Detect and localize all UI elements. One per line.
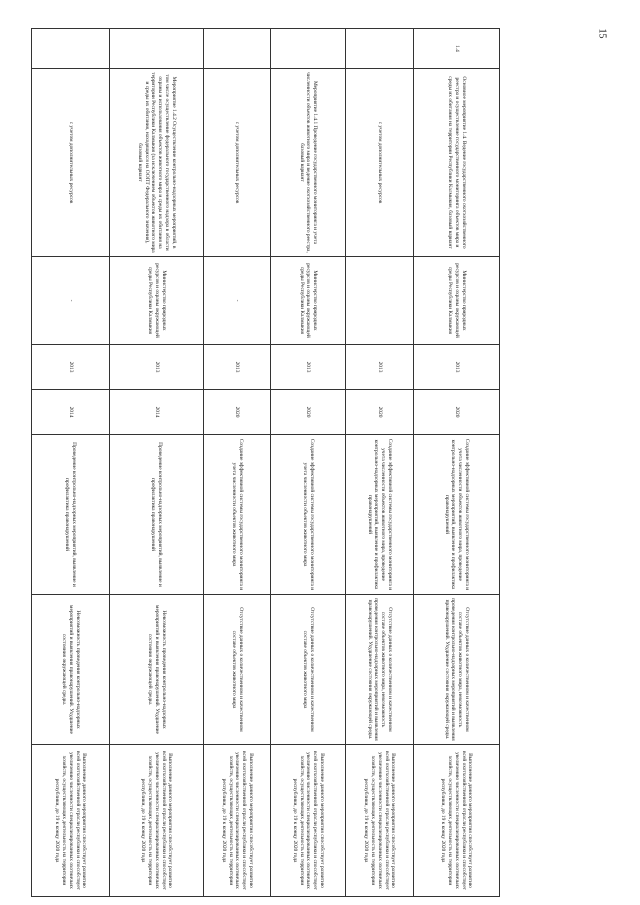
cell-measure-name: Основное мероприятие 1.4. Ведение государственного охотхозяйственного реестра и осуществление государственного мониторинга объектов мира и среды их обитания на территории Республики Калмыкия, базовый вариант <box>414 69 500 257</box>
cell-end-year: 2014 <box>32 390 110 435</box>
table-row <box>32 29 110 897</box>
table-row <box>271 29 346 897</box>
cell-executor: Министерство природных ресурсов и охраны окружающей среды Республики Калмыкия <box>414 257 500 345</box>
cell-consequences: Невозможность проведения контрольно-надзорных мероприятий и выявления правонарушений. Ухудшение состояния окружающей среды. <box>110 595 204 745</box>
cell-start-year: 2013 <box>271 345 346 390</box>
cell-number <box>110 29 204 69</box>
cell-consequences: Отсутствие данных о количественном и качественном составе объектов животного мира <box>271 595 346 745</box>
cell-start-year: 2013 <box>110 345 204 390</box>
page-number: 15 <box>596 28 608 39</box>
cell-indicator-link: Выполнение данного мероприятия способствует развитию всей охотхозяйственной отрасли республики и способствует увеличению численности специализированных охотничьих хозяйств, осуществляющих деятельность на территории республики, до 19 к концу 2020 года <box>110 745 204 897</box>
cell-measure-name: с учетом дополнительных ресурсов <box>346 69 414 257</box>
cell-indicator-link: Выполнение данного мероприятия способствует развитию всей охотхозяйственной отрасли республики и способствует увеличению численности специализированных охотничьих хозяйств, осуществляющих деятельность на территории республики, до 19 к концу 2020 года <box>32 745 110 897</box>
cell-end-year: 2020 <box>414 390 500 435</box>
cell-expected-result: Создание эффективной системы государственного мониторинга и учета численности объектов животного мира <box>271 435 346 595</box>
cell-indicator-link: Выполнение данного мероприятия способствует развитию всей охотхозяйственной отрасли республики и способствует увеличению численности специализированных охотничьих хозяйств, осуществляющих деятельность на территории республики, до 19 к концу 2020 года <box>271 745 346 897</box>
cell-end-year: 2020 <box>204 390 271 435</box>
table-row <box>346 29 414 897</box>
program-measures-table <box>31 28 500 897</box>
cell-start-year: 2013 <box>204 345 271 390</box>
cell-consequences: Невозможность проведения контрольно-надзорных мероприятий и выявления правонарушений. Ухудшение состояния окружающей среды. <box>32 595 110 745</box>
table-row <box>110 29 204 897</box>
cell-end-year: 2014 <box>110 390 204 435</box>
cell-measure-name: с учетом дополнительных ресурсов <box>204 69 271 257</box>
rotated-table-sheet <box>32 28 500 896</box>
cell-expected-result: Проведение контрольно-надзорных мероприятий, выявление и профилактика правонарушений <box>32 435 110 595</box>
landscape-table-wrapper <box>32 28 500 896</box>
table-row <box>414 29 500 897</box>
cell-executor <box>346 257 414 345</box>
cell-expected-result: Проведение контрольно-надзорных мероприятий, выявление и профилактика правонарушений <box>110 435 204 595</box>
cell-consequences: Отсутствие данных о количественном и качественном составе объектов животного мира, невозможность проведения контрольно-надзорных мероприятий и выявления правонарушений. Ухудшение состояния окружающей среды. <box>414 595 500 745</box>
cell-start-year: 2013 <box>32 345 110 390</box>
cell-consequences: Отсутствие данных о количественном и качественном составе объектов животного мира <box>204 595 271 745</box>
cell-indicator-link: Выполнение данного мероприятия способствует развитию всей охотхозяйственной отрасли республики и способствует увеличению численности специализированных охотничьих хозяйств, осуществляющих деятельность на территории республики, до 19 к концу 2020 года <box>204 745 271 897</box>
cell-start-year: 2013 <box>346 345 414 390</box>
cell-number <box>271 29 346 69</box>
cell-number <box>204 29 271 69</box>
cell-number <box>346 29 414 69</box>
cell-indicator-link: Выполнение данного мероприятия способствует развитию всей охотхозяйственной отрасли республики и способствует увеличению численности специализированных охотничьих хозяйств, осуществляющих деятельность на территории республики, до 19 к концу 2020 года <box>346 745 414 897</box>
cell-executor: Министерство природных ресурсов и охраны окружающей среды Республики Калмыкия <box>271 257 346 345</box>
cell-measure-name: с учетом дополнительных ресурсов <box>32 69 110 257</box>
cell-executor: - <box>32 257 110 345</box>
cell-number: 1.4 <box>414 29 500 69</box>
cell-expected-result: Создание эффективной системы государственного мониторинга и учета численности объектов животного мира, проведение контрольно-надзорных мероприятий, выявление и профилактика правонарушений <box>346 435 414 595</box>
cell-consequences: Отсутствие данных о количественном и качественном составе объектов животного мира, невозможность проведения контрольно-надзорных мероприятий и выявления правонарушений. Ухудшение состояния окружающей среды. <box>346 595 414 745</box>
cell-indicator-link: Выполнение данного мероприятия способствует развитию всей охотхозяйственной отрасли республики и способствует увеличению численности специализированных охотничьих хозяйств, осуществляющих деятельность на территории республики, до 19 к концу 2020 года <box>414 745 500 897</box>
cell-end-year: 2020 <box>346 390 414 435</box>
cell-executor: - <box>204 257 271 345</box>
table-row <box>204 29 271 897</box>
cell-expected-result: Создание эффективной системы государственного мониторинга и учета численности объектов животного мира <box>204 435 271 595</box>
cell-measure-name: Мероприятие 1.4.1 Проведение государственного мониторинга и учета численности объектов животного мира и ведение охотхозяйственного реестра, базовый вариант <box>271 69 346 257</box>
cell-start-year: 2013 <box>414 345 500 390</box>
cell-expected-result: Создание эффективной системы государственного мониторинга и учета численности объектов животного мира, проведение контрольно-надзорных мероприятий, выявление и профилактика правонарушений <box>414 435 500 595</box>
cell-executor: Министерство природных ресурсов и охраны окружающей среды Республики Калмыкия <box>110 257 204 345</box>
cell-end-year: 2020 <box>271 390 346 435</box>
cell-number <box>32 29 110 69</box>
cell-measure-name: Мероприятие 1.4.2 Осуществление контрольно-надзорных мероприятий, в том числе осуществление федерального государственного надзора в области охраны и использования объектов животного мира и среды их обитания на территории Республики Калмыкия (за исключением объектов животного мира и среды их обитания, находящихся на ООПТ Федерального значения), базовый вариант <box>110 69 204 257</box>
